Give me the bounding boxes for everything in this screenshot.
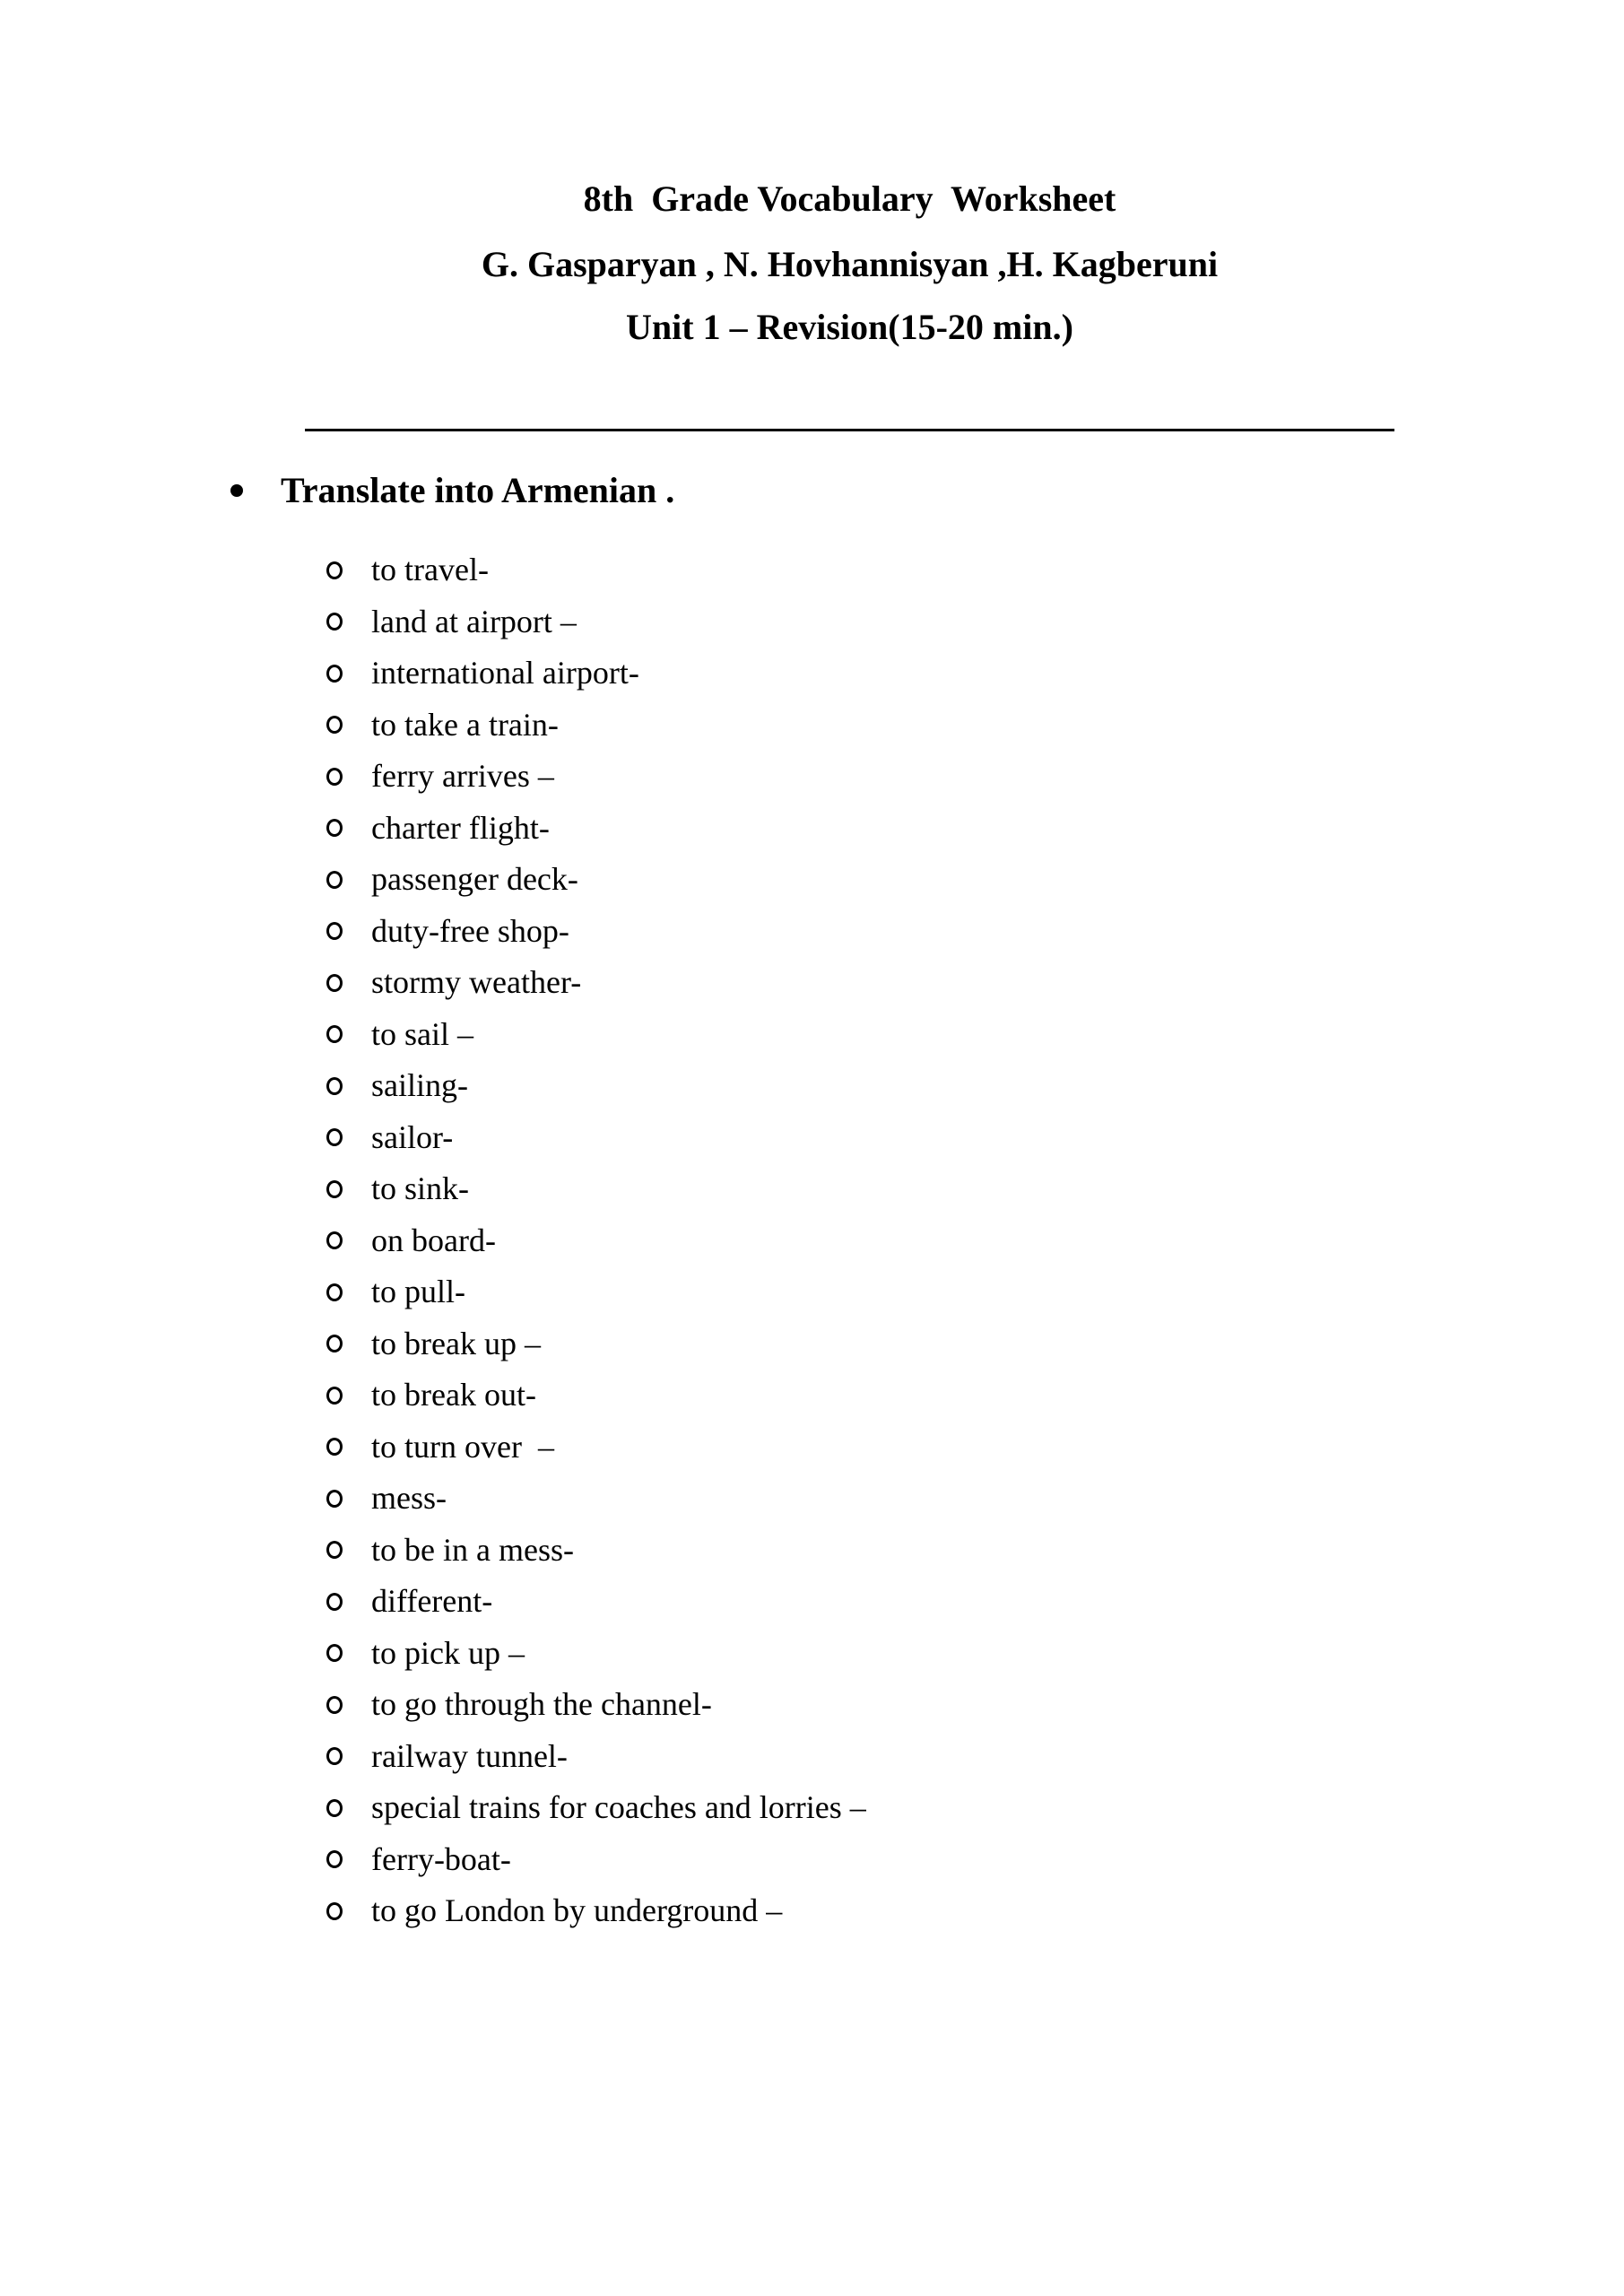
vocab-term: to travel- bbox=[371, 552, 489, 587]
circle-bullet-icon bbox=[326, 974, 343, 992]
vocab-term: mess- bbox=[371, 1480, 447, 1516]
circle-bullet-icon bbox=[326, 1025, 343, 1043]
list-item bbox=[326, 854, 1624, 906]
list-item bbox=[326, 700, 1624, 752]
list-item bbox=[326, 1834, 1624, 1886]
circle-bullet-icon bbox=[326, 1644, 343, 1662]
list-item bbox=[326, 803, 1624, 855]
list-item bbox=[326, 1885, 1624, 1937]
circle-bullet-icon bbox=[326, 613, 343, 631]
circle-bullet-icon bbox=[326, 1387, 343, 1405]
circle-bullet-icon bbox=[326, 922, 343, 940]
vocab-term: sailing- bbox=[371, 1067, 468, 1103]
vocab-term: to sink- bbox=[371, 1170, 470, 1206]
vocab-term: charter flight- bbox=[371, 809, 550, 846]
vocab-term: on board- bbox=[371, 1222, 496, 1258]
vocab-term: to sail – bbox=[371, 1015, 473, 1052]
circle-bullet-icon bbox=[326, 1902, 343, 1920]
list-item bbox=[326, 1731, 1624, 1783]
list-item bbox=[326, 1679, 1624, 1731]
authors-line: G. Gasparyan , N. Hovhannisyan ,H. Kagberuni bbox=[481, 244, 1219, 284]
circle-bullet-icon bbox=[326, 561, 343, 579]
list-item bbox=[326, 1318, 1624, 1370]
vocab-term: to pick up – bbox=[371, 1634, 525, 1671]
list-item bbox=[326, 1370, 1624, 1422]
list-item bbox=[326, 1009, 1624, 1061]
circle-bullet-icon bbox=[326, 1283, 343, 1301]
list-item bbox=[326, 1422, 1624, 1474]
vocab-term: railway tunnel- bbox=[371, 1737, 568, 1774]
section-heading-row bbox=[230, 469, 1624, 512]
vocab-term: to go London by underground – bbox=[371, 1892, 783, 1928]
list-item bbox=[326, 957, 1624, 1009]
list-item bbox=[326, 906, 1624, 958]
horizontal-rule bbox=[305, 429, 1394, 431]
list-item bbox=[326, 648, 1624, 700]
vocab-term: to pull- bbox=[371, 1274, 465, 1309]
circle-bullet-icon bbox=[326, 1696, 343, 1714]
list-item bbox=[326, 544, 1624, 596]
list-item bbox=[326, 1628, 1624, 1680]
circle-bullet-icon bbox=[326, 1231, 343, 1249]
vocab-list bbox=[0, 544, 1624, 1937]
vocab-term: duty-free shop- bbox=[371, 912, 569, 949]
list-item bbox=[326, 751, 1624, 803]
page-title: 8th Grade Vocabulary Worksheet bbox=[583, 178, 1116, 219]
vocab-term: special trains for coaches and lorries – bbox=[371, 1789, 866, 1825]
list-item bbox=[326, 1060, 1624, 1112]
list-item bbox=[326, 1266, 1624, 1318]
vocab-term: to be in a mess- bbox=[371, 1531, 574, 1568]
circle-bullet-icon bbox=[326, 716, 343, 734]
list-item bbox=[326, 1112, 1624, 1164]
circle-bullet-icon bbox=[326, 1077, 343, 1095]
circle-bullet-icon bbox=[326, 1438, 343, 1456]
circle-bullet-icon bbox=[326, 1128, 343, 1146]
circle-bullet-icon bbox=[326, 1747, 343, 1765]
circle-bullet-icon bbox=[326, 1799, 343, 1817]
unit-heading: Unit 1 – Revision(15-20 min.) bbox=[626, 307, 1073, 347]
circle-bullet-icon bbox=[326, 665, 343, 683]
vocab-term: land at airport – bbox=[371, 603, 577, 639]
vocab-term: international airport- bbox=[371, 655, 639, 691]
circle-bullet-icon bbox=[326, 1180, 343, 1198]
circle-bullet-icon bbox=[326, 1850, 343, 1868]
section-heading: Translate into Armenian . bbox=[281, 470, 675, 510]
list-item bbox=[326, 1163, 1624, 1215]
vocab-term: sailor- bbox=[371, 1118, 454, 1155]
circle-bullet-icon bbox=[326, 768, 343, 786]
circle-bullet-icon bbox=[326, 1541, 343, 1559]
list-item bbox=[326, 1215, 1624, 1267]
vocab-term: to break out- bbox=[371, 1377, 536, 1413]
list-item bbox=[326, 1473, 1624, 1525]
vocab-term: to go through the channel- bbox=[371, 1686, 712, 1722]
vocab-term: ferry-boat- bbox=[371, 1840, 511, 1877]
vocab-term: to turn over – bbox=[371, 1428, 554, 1465]
list-item bbox=[326, 1525, 1624, 1577]
vocab-term: different- bbox=[371, 1583, 493, 1619]
vocab-term: ferry arrives – bbox=[371, 758, 554, 794]
disc-bullet-icon bbox=[230, 484, 243, 497]
vocab-term: stormy weather- bbox=[371, 964, 582, 1000]
circle-bullet-icon bbox=[326, 819, 343, 837]
circle-bullet-icon bbox=[326, 871, 343, 889]
vocab-term: passenger deck- bbox=[371, 861, 578, 897]
circle-bullet-icon bbox=[326, 1490, 343, 1508]
vocab-term: to break up – bbox=[371, 1325, 541, 1361]
circle-bullet-icon bbox=[326, 1593, 343, 1611]
list-item bbox=[326, 1782, 1624, 1834]
circle-bullet-icon bbox=[326, 1335, 343, 1352]
list-item bbox=[326, 1576, 1624, 1628]
list-item bbox=[326, 596, 1624, 648]
vocab-term: to take a train- bbox=[371, 706, 559, 743]
